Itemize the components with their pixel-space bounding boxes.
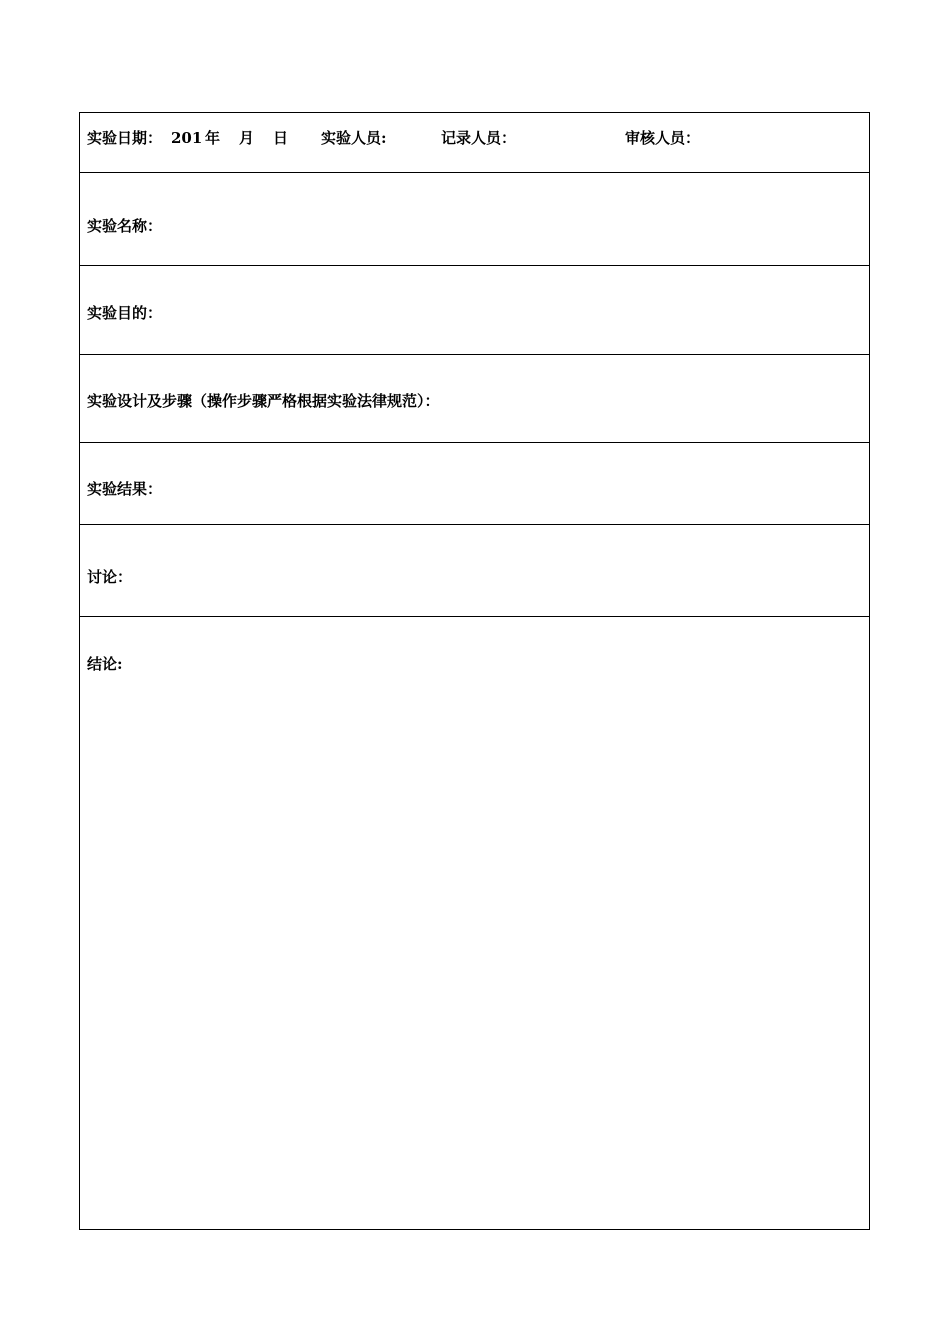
day-unit: 日 bbox=[273, 129, 289, 147]
month-unit: 月 bbox=[239, 129, 255, 147]
experiment-purpose-row bbox=[80, 266, 869, 355]
date-label: 实验日期： bbox=[87, 129, 163, 147]
reviewer-label: 审核人员： bbox=[625, 129, 701, 147]
header-row bbox=[80, 113, 869, 173]
experiment-design-row bbox=[80, 355, 869, 443]
experiment-results-row bbox=[80, 443, 869, 525]
recorder-label: 记录人员： bbox=[441, 129, 517, 147]
discussion-row bbox=[80, 525, 869, 617]
experiment-results-label: 实验结果： bbox=[87, 480, 163, 498]
year-unit: 年 bbox=[205, 129, 221, 147]
discussion-label: 讨论： bbox=[87, 568, 133, 586]
experiment-design-label: 实验设计及步骤（操作步骤严格根据实验法律规范）： bbox=[87, 392, 440, 410]
experiment-purpose-label: 实验目的： bbox=[87, 304, 163, 322]
experiment-name-row bbox=[80, 173, 869, 266]
experiment-name-label: 实验名称： bbox=[87, 217, 163, 235]
conclusion-label: 结论: bbox=[87, 655, 123, 673]
conclusion-row bbox=[80, 617, 869, 1229]
experiment-record-form bbox=[79, 112, 870, 1230]
experimenter-label: 实验人员: bbox=[321, 129, 387, 147]
year-value: 201 bbox=[171, 129, 203, 147]
